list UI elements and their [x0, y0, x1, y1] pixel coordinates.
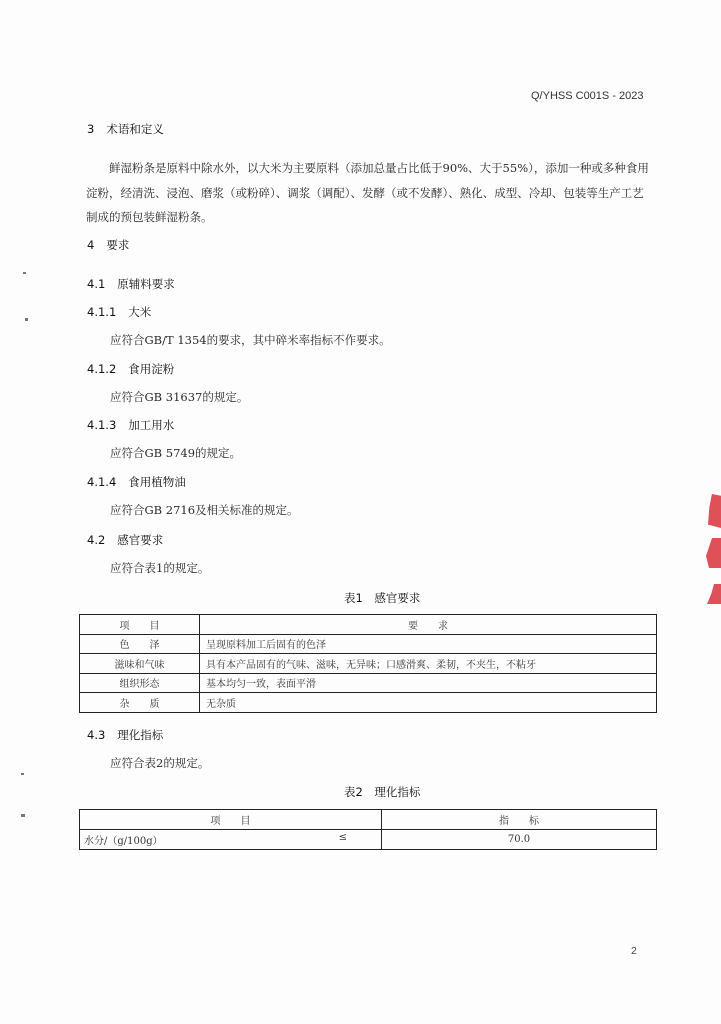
section-title: 术语和定义: [106, 122, 164, 136]
section-title: 加工用水: [128, 418, 175, 432]
section-number: 3: [87, 122, 95, 136]
section-4-1-2-text: 应符合GB 31637的规定。: [110, 390, 249, 404]
comparison-operator: ≤: [338, 832, 347, 843]
section-number: 4.1.2: [87, 362, 117, 376]
section-4-1-heading: [87, 276, 175, 292]
table-header-index: 指 标: [382, 810, 657, 830]
table-2-caption: 表2 理化指标: [344, 785, 421, 799]
section-title: 原辅料要求: [117, 277, 175, 291]
table-cell-item: 滋味和气味: [80, 654, 200, 674]
table-1-caption: 表1 感官要求: [344, 591, 421, 605]
section-number: 4.3: [87, 728, 106, 742]
table-header-item: 项 目: [80, 615, 200, 635]
table-row: [80, 634, 657, 654]
section-title: 大米: [128, 305, 152, 319]
table-cell-requirement: 无杂质: [200, 693, 657, 713]
table-cell-item: 组织形态: [80, 673, 200, 693]
scan-dot: [21, 773, 24, 775]
table-cell-item: 杂 质: [80, 693, 200, 713]
document-code: Q/YHSS C001S - 2023: [531, 90, 644, 102]
item-label: 水分/（g/100g）: [84, 836, 163, 847]
section-4-1-1-text: 应符合GB/T 1354的要求，其中碎米率指标不作要求。: [110, 333, 391, 347]
table-cell-item: 色 泽: [80, 634, 200, 654]
table-header-row: [80, 615, 657, 635]
table-header-item: 项 目: [80, 810, 382, 830]
table-row: [80, 830, 657, 850]
section-title: 理化指标: [117, 728, 164, 742]
section-title: 感官要求: [117, 533, 164, 547]
section-number: 4.1.4: [87, 475, 117, 489]
table-row: [80, 673, 657, 693]
section-title: 要求: [106, 238, 130, 252]
section-number: 4: [87, 238, 95, 252]
section-4-1-2-heading: [87, 361, 174, 377]
table-1-sensory: [79, 614, 657, 713]
section-4-1-1-heading: [87, 304, 151, 320]
table-row: [80, 654, 657, 674]
section-4-1-4-heading: [87, 474, 186, 490]
section-number: 4.1.3: [87, 418, 117, 432]
section-4-3-text: 应符合表2的规定。: [110, 756, 210, 770]
table-header-requirement: 要 求: [200, 615, 657, 635]
section-number: 4.1: [87, 277, 106, 291]
section-number: 4.2: [87, 533, 106, 547]
section-4-1-3-heading: [87, 417, 174, 433]
scan-dot: [23, 272, 26, 274]
table-row: [80, 693, 657, 713]
section-4-1-3-text: 应符合GB 5749的规定。: [110, 446, 242, 460]
table-cell-item: [80, 830, 382, 850]
section-4-2-text: 应符合表1的规定。: [110, 561, 210, 575]
page-number: 2: [631, 945, 637, 957]
section-4-heading: [87, 237, 129, 253]
section-4-2-heading: [87, 532, 163, 548]
table-2-physicochemical: [79, 809, 657, 850]
table-header-row: [80, 810, 657, 830]
scan-dot: [25, 318, 28, 321]
section-title: 食用淀粉: [128, 362, 175, 376]
section-number: 4.1.1: [87, 305, 117, 319]
section-3-heading: [87, 121, 164, 137]
table-cell-requirement: 具有本产品固有的气味、滋味，无异味；口感滑爽、柔韧，不夹生，不粘牙: [200, 654, 657, 674]
section-4-1-4-text: 应符合GB 2716及相关标准的规定。: [110, 503, 299, 517]
scan-dot: [21, 814, 25, 817]
section-3-paragraph: 鲜湿粉条是原料中除水外，以大米为主要原料（添加总量占比低于90%、大于55%），添加一种或多种食用淀粉，经清洗、浸泡、磨浆（或粉碎）、调浆（调配）、发酵（或不发酵）、熟化、成型、冷却、包装等生产工艺制成的预包装鲜湿粉条。: [86, 161, 649, 224]
table-cell-requirement: 基本均匀一致，表面平滑: [200, 673, 657, 693]
table-cell-value: 70.0: [382, 830, 657, 850]
table-cell-requirement: 呈现原料加工后固有的色泽: [200, 634, 657, 654]
section-4-3-heading: [87, 727, 163, 743]
section-title: 食用植物油: [128, 475, 186, 489]
